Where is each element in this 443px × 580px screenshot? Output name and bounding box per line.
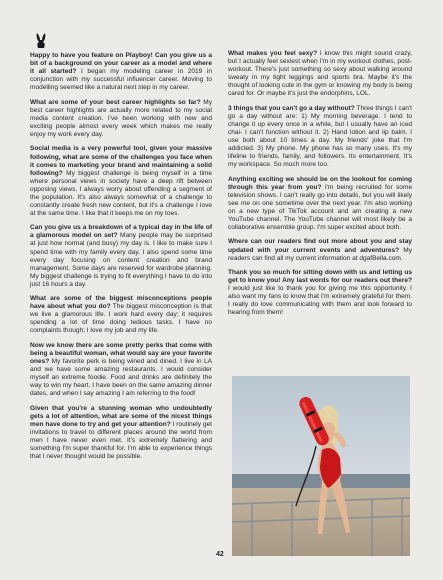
qa-block: [30, 52, 212, 92]
question: Social media is a very powerful tool, given your massive following, what are some of the challenges you face when it comes to marketing your brand and maintaining a solid following?: [30, 145, 212, 177]
answer: My biggest challenge is being myself in a time where personal views in society have a deep rift between opposing views. I always worry about offending a segment of the population. It's also always somewhat of a challenge to constantly create fresh new content, but it's a challenge I love at the same time. I like that it keeps me on my toes.: [30, 169, 212, 217]
question: What are some of your best career highlights so far?: [30, 98, 201, 106]
right-column: [228, 50, 412, 324]
qa-block: [30, 405, 212, 461]
answer: I would just like to thank you for giving me this opportunity. I also want my fans to know that I'm extremely grateful for them. I really do love communicating with them and look forward to hearing from them!: [228, 285, 412, 317]
qa-block: [228, 50, 412, 98]
qa-block: [30, 295, 212, 335]
model-photo: [232, 376, 410, 556]
question: Where can our readers find out more about you and stay updated with your current events and adventures?: [228, 238, 412, 254]
question: 3 things that you can't go a day without?: [228, 104, 355, 112]
qa-block: [228, 105, 412, 169]
question: Thank you so much for sitting down with us and letting us get to know you! Any last words for our readers out there?: [228, 269, 412, 285]
qa-block: [228, 238, 412, 262]
answer: My readers can find all my current information at dgafBella.com.: [228, 246, 412, 262]
qa-block: [30, 99, 212, 139]
bunny-logo-icon: [34, 33, 48, 49]
question: Given that you're a stunning woman who undoubtedly gets a lot of attention, what are some of the nicest things men have done to try and get your attention?: [30, 404, 212, 428]
answer: The biggest misconception is that we live a glamorous life. I work hard every day; it requires spending a lot of time doing tedious tasks. I have no complaints though; I love my job and my life.: [30, 303, 212, 335]
left-column: [30, 52, 212, 468]
question: What are some of the biggest misconceptions people have about what you do?: [30, 295, 212, 311]
qa-block: [30, 342, 212, 398]
page-number: 42: [216, 551, 224, 558]
qa-block: [228, 269, 412, 317]
answer: Many people may be surprised at just how normal (and busy) my day is. I like to make sure I spend time with my family every day. I also spend some time every day focusing on content creation and brand management. Some days are reserved for wardrobe planning. My biggest challenge is trying to fit everything I have to do into just 16 hours a day.: [30, 232, 213, 288]
qa-block: [228, 176, 412, 232]
answer: I'm being recruited for some television shows. I can't really go into details, but you will likely see me on one sometime over the next year. I'm also working on a new type of TikTok account and am creating a new YouTube channel. The YouTube channel will most likely be a collaborative ensemble group. I'm super excited about both.: [228, 183, 412, 231]
qa-block: [30, 145, 212, 217]
question: Anything exciting we should be on the lookout for coming through this year from you?: [228, 175, 412, 191]
answer: Three things I can't go a day without are: 1) My morning beverage. I tend to change it up every once in a while, but I usually have an iced chai- I can't function without it. 2) Hand lotion and lip balm. I use both about 10 times a day. My friends' joke that I'm addicted. 3) My phone. My phone has so many uses. It's my lifeline to friends, family, and followers. Its entertainment. It's my workspace. So much more too.: [228, 104, 412, 169]
question: Can you give us a breakdown of a typical day in the life of a glamorous model on set?: [30, 224, 212, 240]
question: Now we know there are some pretty perks that come with being a beautiful woman, what would say are your favorite ones?: [30, 342, 212, 366]
answer: I began my modeling career in 2019 in conjunction with my successful influencer career. Moving to modelling seemed like a natural next step in my career.: [30, 68, 212, 92]
question: Happy to have you feature on Playboy! Can you give us a bit of a background on your career as a model and where it all started?: [30, 52, 212, 76]
answer: My favorite perk is being wined and dined. I live in LA and we have some amazing restaurants. I would consider myself an extreme foodie. Food and drinks are definitely the way to win my heart. I have been on the same amazing dinner dates, and when I say amazing I am referring to the food!: [30, 358, 212, 398]
answer: I routinely get invitations to travel to different places around the world from men I have never even met. It's extremely flattering and something I'm super thankful for. I'm able to experience things that I never thought would be possible.: [30, 420, 212, 461]
question: What makes you feel sexy?: [228, 50, 318, 57]
answer: My best career highlights are actually more related to my social media content creation. I've been working with new and exciting people almost every week which makes me really enjoy my work every day.: [30, 98, 213, 138]
answer: I know this might sound crazy, but I actually feel sexiest when I'm in my workout clothes, post-workout. There's just something so sexy about walking around sweaty in my tight leggings and sports bra. Maybe it's the thought of looking cute in the gym or knowing my body is being cared for. Or maybe it's just the endorphins, LOL.: [228, 50, 412, 98]
qa-block: [30, 224, 212, 288]
